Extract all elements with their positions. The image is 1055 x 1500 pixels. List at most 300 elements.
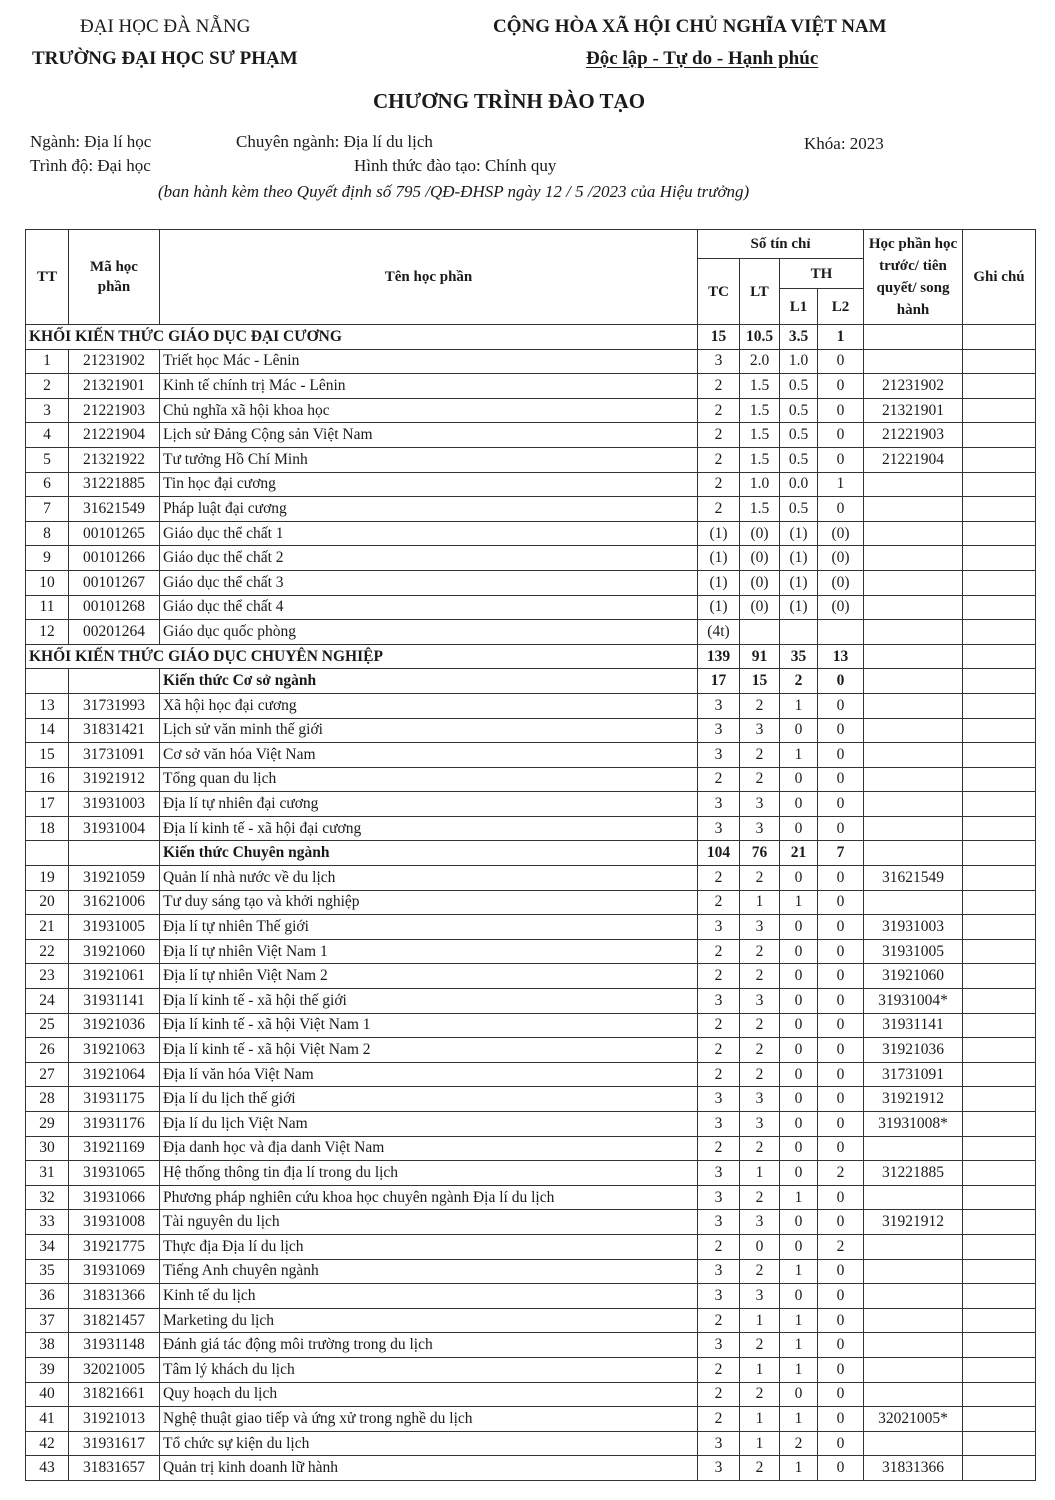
cell-notes <box>963 890 1036 915</box>
cell-tc: 15 <box>698 325 740 350</box>
table-row <box>26 620 1036 645</box>
cell-l2: 0 <box>818 447 864 472</box>
cell-course-name: Hệ thống thông tin địa lí trong du lịch <box>160 1161 698 1186</box>
cell-notes <box>963 1185 1036 1210</box>
cell-ma: 31921775 <box>69 1234 160 1259</box>
cell-lt: 2 <box>740 693 780 718</box>
cell-prerequisite: 21221904 <box>864 447 963 472</box>
cell-prerequisite <box>864 1431 963 1456</box>
cell-course-name: Kinh tế chính trị Mác - Lênin <box>160 374 698 399</box>
cell-ma: 31921063 <box>69 1038 160 1063</box>
cell-tc: 2 <box>698 964 740 989</box>
cell-tt <box>26 669 69 694</box>
cell-l2: 0 <box>818 1308 864 1333</box>
cell-tc: 2 <box>698 1357 740 1382</box>
table-row <box>26 1210 1036 1235</box>
table-row <box>26 816 1036 841</box>
training-mode: Hình thức đào tạo: Chính quy <box>354 156 557 175</box>
table-row <box>26 374 1036 399</box>
cell-tc: 3 <box>698 1210 740 1235</box>
table-row <box>26 1136 1036 1161</box>
section-name: KHỐI KIẾN THỨC GIÁO DỤC ĐẠI CƯƠNG <box>26 325 698 350</box>
cell-l2: 0 <box>818 497 864 522</box>
cell-lt: 2 <box>740 1062 780 1087</box>
cell-notes <box>963 1013 1036 1038</box>
cell-notes <box>963 743 1036 768</box>
cell-tt: 29 <box>26 1112 69 1137</box>
cell-notes <box>963 669 1036 694</box>
cell-prerequisite: 31931141 <box>864 1013 963 1038</box>
cell-l1: 0.5 <box>780 398 818 423</box>
cell-lt: 1.5 <box>740 423 780 448</box>
cell-l2: 0 <box>818 1333 864 1358</box>
cell-l1: 0 <box>780 792 818 817</box>
cell-tc: 104 <box>698 841 740 866</box>
cell-prerequisite <box>864 644 963 669</box>
cell-course-name: Giáo dục thể chất 2 <box>160 546 698 571</box>
cell-tc: 3 <box>698 743 740 768</box>
cell-l2: 0 <box>818 669 864 694</box>
cell-lt: 3 <box>740 989 780 1014</box>
cell-prerequisite <box>864 521 963 546</box>
cell-prerequisite <box>864 792 963 817</box>
cell-lt: 2 <box>740 743 780 768</box>
cell-notes <box>963 1333 1036 1358</box>
cell-prerequisite: 31921036 <box>864 1038 963 1063</box>
cell-notes <box>963 1112 1036 1137</box>
cell-prerequisite <box>864 1234 963 1259</box>
table-row <box>26 1284 1036 1309</box>
cell-ma: 31921013 <box>69 1407 160 1432</box>
cell-ma: 31931617 <box>69 1431 160 1456</box>
cell-tc: 3 <box>698 1284 740 1309</box>
cell-l2: 7 <box>818 841 864 866</box>
cell-tt: 10 <box>26 570 69 595</box>
cell-l1: 0 <box>780 1210 818 1235</box>
cell-l2: 0 <box>818 816 864 841</box>
table-row <box>26 693 1036 718</box>
cell-prerequisite <box>864 816 963 841</box>
cell-l1: (1) <box>780 595 818 620</box>
cell-notes <box>963 915 1036 940</box>
header-prerequisite: Học phần học trước/ tiên quyết/ song hành <box>864 230 963 325</box>
cell-notes <box>963 1210 1036 1235</box>
cell-notes <box>963 816 1036 841</box>
table-row <box>26 1308 1036 1333</box>
curriculum-table <box>25 229 1036 1481</box>
cell-l1: 0 <box>780 816 818 841</box>
cell-lt: 3 <box>740 1087 780 1112</box>
cell-course-name: Địa lí kinh tế - xã hội Việt Nam 1 <box>160 1013 698 1038</box>
cell-l1: 1 <box>780 890 818 915</box>
cell-prerequisite <box>864 497 963 522</box>
cell-tc: 2 <box>698 423 740 448</box>
cell-l1: 0 <box>780 866 818 891</box>
country-name: CỘNG HÒA XÃ HỘI CHỦ NGHĨA VIỆT NAM <box>493 16 887 37</box>
cell-l2: 2 <box>818 1161 864 1186</box>
cell-notes <box>963 1062 1036 1087</box>
cell-notes <box>963 767 1036 792</box>
cell-tc: 3 <box>698 1259 740 1284</box>
cell-ma: 21221904 <box>69 423 160 448</box>
cell-l1: 1.0 <box>780 349 818 374</box>
cell-tt: 41 <box>26 1407 69 1432</box>
cell-tc: 3 <box>698 718 740 743</box>
cell-ma: 21231902 <box>69 349 160 374</box>
cell-lt: 1 <box>740 1431 780 1456</box>
cell-prerequisite: 31931008* <box>864 1112 963 1137</box>
cell-lt: 2 <box>740 1136 780 1161</box>
cell-l1: 0 <box>780 718 818 743</box>
cell-ma: 31921060 <box>69 939 160 964</box>
cell-course-name: Giáo dục thể chất 4 <box>160 595 698 620</box>
cell-lt: 1 <box>740 1357 780 1382</box>
cell-notes <box>963 1038 1036 1063</box>
cell-prerequisite <box>864 718 963 743</box>
cell-notes <box>963 447 1036 472</box>
cell-ma: 00101265 <box>69 521 160 546</box>
cell-prerequisite <box>864 472 963 497</box>
cell-l1: 1 <box>780 693 818 718</box>
cell-notes <box>963 866 1036 891</box>
cell-prerequisite: 31931005 <box>864 939 963 964</box>
cell-notes <box>963 1161 1036 1186</box>
cell-notes <box>963 398 1036 423</box>
cell-lt: 2 <box>740 1456 780 1481</box>
cell-lt: 2 <box>740 1259 780 1284</box>
cell-notes <box>963 472 1036 497</box>
section-row <box>26 325 1036 350</box>
cell-ma: 31931141 <box>69 989 160 1014</box>
table-row <box>26 497 1036 522</box>
cell-ma: 31931176 <box>69 1112 160 1137</box>
cell-course-name: Địa lí kinh tế - xã hội đại cương <box>160 816 698 841</box>
cell-ma: 31931008 <box>69 1210 160 1235</box>
table-row <box>26 1234 1036 1259</box>
cell-notes <box>963 521 1036 546</box>
cell-course-name: Địa lí tự nhiên đại cương <box>160 792 698 817</box>
table-row <box>26 1382 1036 1407</box>
cell-l2: 1 <box>818 325 864 350</box>
cell-tc: 2 <box>698 497 740 522</box>
cell-ma: 31621006 <box>69 890 160 915</box>
cell-lt: 3 <box>740 792 780 817</box>
cell-tt: 35 <box>26 1259 69 1284</box>
table-row <box>26 1013 1036 1038</box>
cell-lt: 2 <box>740 1013 780 1038</box>
cell-l1 <box>780 620 818 645</box>
cell-prerequisite <box>864 620 963 645</box>
cell-l2: 2 <box>818 1234 864 1259</box>
cell-notes <box>963 939 1036 964</box>
cell-notes <box>963 570 1036 595</box>
cell-tt: 13 <box>26 693 69 718</box>
cell-prerequisite <box>864 1333 963 1358</box>
cell-l1: 1 <box>780 1308 818 1333</box>
cell-tt: 28 <box>26 1087 69 1112</box>
table-row <box>26 989 1036 1014</box>
cell-prerequisite <box>864 1185 963 1210</box>
cell-lt: (0) <box>740 521 780 546</box>
cell-notes <box>963 1407 1036 1432</box>
cell-tt: 3 <box>26 398 69 423</box>
cell-l1: 0.5 <box>780 374 818 399</box>
cell-notes <box>963 644 1036 669</box>
cell-course-name: Cơ sở văn hóa Việt Nam <box>160 743 698 768</box>
header-tc: TC <box>698 259 740 325</box>
table-row <box>26 472 1036 497</box>
cell-notes <box>963 374 1036 399</box>
cell-l2: 0 <box>818 939 864 964</box>
cell-ma: 31831657 <box>69 1456 160 1481</box>
cell-tt: 34 <box>26 1234 69 1259</box>
cell-prerequisite <box>864 841 963 866</box>
cell-ma: 00101268 <box>69 595 160 620</box>
cell-tt: 15 <box>26 743 69 768</box>
cell-l1: 2 <box>780 1431 818 1456</box>
cell-tc: 3 <box>698 349 740 374</box>
cell-tt: 40 <box>26 1382 69 1407</box>
cell-l2: 0 <box>818 1407 864 1432</box>
cell-prerequisite <box>864 570 963 595</box>
cell-l2: 0 <box>818 1087 864 1112</box>
table-row <box>26 349 1036 374</box>
cell-course-name: Tâm lý khách du lịch <box>160 1357 698 1382</box>
subsection-name: Kiến thức Chuyên ngành <box>160 841 698 866</box>
cell-tt: 26 <box>26 1038 69 1063</box>
cell-prerequisite <box>864 1382 963 1407</box>
cell-tc: 3 <box>698 1333 740 1358</box>
cell-lt: 76 <box>740 841 780 866</box>
cell-l1: 3.5 <box>780 325 818 350</box>
cell-tc: (1) <box>698 521 740 546</box>
table-row <box>26 1357 1036 1382</box>
cell-lt: 1 <box>740 1161 780 1186</box>
cell-l2: 0 <box>818 767 864 792</box>
cell-ma: 00101266 <box>69 546 160 571</box>
cell-notes <box>963 1382 1036 1407</box>
cell-notes <box>963 1284 1036 1309</box>
cell-ma: 31831421 <box>69 718 160 743</box>
cell-tt: 37 <box>26 1308 69 1333</box>
cell-tt: 24 <box>26 989 69 1014</box>
cell-l2: 13 <box>818 644 864 669</box>
cell-l1: 1 <box>780 1357 818 1382</box>
cell-l2: 0 <box>818 915 864 940</box>
table-row <box>26 767 1036 792</box>
cell-prerequisite: 21231902 <box>864 374 963 399</box>
cell-notes <box>963 718 1036 743</box>
cell-course-name: Kinh tế du lịch <box>160 1284 698 1309</box>
cell-l1: 0 <box>780 1112 818 1137</box>
cell-tt: 33 <box>26 1210 69 1235</box>
cell-course-name: Địa lí tự nhiên Việt Nam 1 <box>160 939 698 964</box>
cell-ma: 32021005 <box>69 1357 160 1382</box>
cell-l2: 0 <box>818 1382 864 1407</box>
table-row <box>26 743 1036 768</box>
cell-lt: 0 <box>740 1234 780 1259</box>
cell-notes <box>963 620 1036 645</box>
cell-lt: 2 <box>740 866 780 891</box>
motto: Độc lập - Tự do - Hạnh phúc <box>586 48 819 69</box>
table-row <box>26 1333 1036 1358</box>
cell-lt: 3 <box>740 1210 780 1235</box>
table-row <box>26 1062 1036 1087</box>
subsection-row <box>26 669 1036 694</box>
faculty-name: TRƯỜNG ĐẠI HỌC SƯ PHẠM <box>32 48 298 69</box>
cell-prerequisite: 32021005* <box>864 1407 963 1432</box>
table-row <box>26 866 1036 891</box>
cell-notes <box>963 1456 1036 1481</box>
cell-course-name: Tiếng Anh chuyên ngành <box>160 1259 698 1284</box>
cell-notes <box>963 423 1036 448</box>
header-lt: LT <box>740 259 780 325</box>
table-row <box>26 718 1036 743</box>
cell-notes <box>963 1136 1036 1161</box>
cell-tt <box>26 841 69 866</box>
cell-tc: 2 <box>698 939 740 964</box>
cell-l2: (0) <box>818 595 864 620</box>
cell-l2: 1 <box>818 472 864 497</box>
cell-tt: 12 <box>26 620 69 645</box>
cell-lt: 2 <box>740 1333 780 1358</box>
cell-tc: 3 <box>698 1185 740 1210</box>
cell-course-name: Thực địa Địa lí du lịch <box>160 1234 698 1259</box>
cell-notes <box>963 1087 1036 1112</box>
cell-l1: 1 <box>780 1185 818 1210</box>
cell-l1: 35 <box>780 644 818 669</box>
cell-prerequisite <box>864 546 963 571</box>
cell-course-name: Marketing du lịch <box>160 1308 698 1333</box>
cell-l1: 0 <box>780 989 818 1014</box>
cell-l2: 0 <box>818 1038 864 1063</box>
cell-prerequisite <box>864 693 963 718</box>
cell-l2: 0 <box>818 398 864 423</box>
cell-l1: 0.0 <box>780 472 818 497</box>
cell-course-name: Phương pháp nghiên cứu khoa học chuyên ngành Địa lí du lịch <box>160 1185 698 1210</box>
cell-course-name: Triết học Mác - Lênin <box>160 349 698 374</box>
cell-l2 <box>818 620 864 645</box>
cell-tc: 3 <box>698 1161 740 1186</box>
cell-tc: 3 <box>698 915 740 940</box>
cell-prerequisite: 31931004* <box>864 989 963 1014</box>
cell-prerequisite <box>864 1136 963 1161</box>
cell-tt: 19 <box>26 866 69 891</box>
cell-tc: (1) <box>698 546 740 571</box>
cell-l2: 0 <box>818 1284 864 1309</box>
cell-prerequisite <box>864 669 963 694</box>
cell-course-name: Tài nguyên du lịch <box>160 1210 698 1235</box>
cell-course-name: Tin học đại cương <box>160 472 698 497</box>
cell-l1: 0 <box>780 1136 818 1161</box>
cell-ma: 31921061 <box>69 964 160 989</box>
cell-tt: 23 <box>26 964 69 989</box>
cell-l1: 0.5 <box>780 497 818 522</box>
cell-tc: 2 <box>698 1234 740 1259</box>
cell-ma: 31931005 <box>69 915 160 940</box>
cell-l1: 2 <box>780 669 818 694</box>
cell-prerequisite <box>864 890 963 915</box>
cell-prerequisite: 31921912 <box>864 1087 963 1112</box>
cohort: Khóa: 2023 <box>804 134 884 153</box>
cell-lt: 2.0 <box>740 349 780 374</box>
cell-tc: 2 <box>698 866 740 891</box>
cell-l1: (1) <box>780 570 818 595</box>
cell-tc: 2 <box>698 472 740 497</box>
header-th: TH <box>780 259 864 289</box>
cell-l2: 0 <box>818 1210 864 1235</box>
cell-course-name: Đánh giá tác động môi trường trong du lịch <box>160 1333 698 1358</box>
cell-prerequisite <box>864 1357 963 1382</box>
cell-l2: 0 <box>818 743 864 768</box>
cell-l1: 0 <box>780 1284 818 1309</box>
cell-lt: 2 <box>740 1185 780 1210</box>
cell-tt: 42 <box>26 1431 69 1456</box>
cell-tt: 16 <box>26 767 69 792</box>
cell-course-name: Giáo dục thể chất 3 <box>160 570 698 595</box>
table-row <box>26 423 1036 448</box>
cell-tc: 17 <box>698 669 740 694</box>
cell-tt: 25 <box>26 1013 69 1038</box>
cell-notes <box>963 1431 1036 1456</box>
table-row <box>26 964 1036 989</box>
cell-course-name: Xã hội học đại cương <box>160 693 698 718</box>
cell-course-name: Chủ nghĩa xã hội khoa học <box>160 398 698 423</box>
cell-l2: 0 <box>818 792 864 817</box>
cell-tt: 7 <box>26 497 69 522</box>
cell-l2: 0 <box>818 964 864 989</box>
cell-tt: 9 <box>26 546 69 571</box>
cell-notes <box>963 497 1036 522</box>
cell-l1: 1 <box>780 1259 818 1284</box>
section-row <box>26 644 1036 669</box>
cell-lt: 3 <box>740 718 780 743</box>
table-row <box>26 915 1036 940</box>
cell-l1: 0 <box>780 767 818 792</box>
cell-prerequisite: 31831366 <box>864 1456 963 1481</box>
cell-prerequisite: 31921912 <box>864 1210 963 1235</box>
cell-tc: 2 <box>698 890 740 915</box>
cell-course-name: Quy hoạch du lịch <box>160 1382 698 1407</box>
cell-tt: 27 <box>26 1062 69 1087</box>
cell-tc: 2 <box>698 1038 740 1063</box>
cell-tt: 43 <box>26 1456 69 1481</box>
header-l1: L1 <box>780 289 818 325</box>
cell-ma: 31921064 <box>69 1062 160 1087</box>
cell-ma: 31821661 <box>69 1382 160 1407</box>
table-row <box>26 570 1036 595</box>
cell-ma: 31621549 <box>69 497 160 522</box>
cell-notes <box>963 1259 1036 1284</box>
header-notes: Ghi chú <box>963 230 1036 325</box>
cell-notes <box>963 325 1036 350</box>
cell-l1: 21 <box>780 841 818 866</box>
cell-course-name: Địa lí tự nhiên Việt Nam 2 <box>160 964 698 989</box>
cell-notes <box>963 1234 1036 1259</box>
cell-l1: 0 <box>780 915 818 940</box>
subsection-name: Kiến thức Cơ sở ngành <box>160 669 698 694</box>
cell-ma: 31921169 <box>69 1136 160 1161</box>
cell-l1: 0.5 <box>780 447 818 472</box>
cell-lt: 2 <box>740 1382 780 1407</box>
cell-tc: 2 <box>698 374 740 399</box>
cell-course-name: Pháp luật đại cương <box>160 497 698 522</box>
table-row <box>26 1407 1036 1432</box>
cell-lt: 91 <box>740 644 780 669</box>
cell-course-name: Địa lí du lịch Việt Nam <box>160 1112 698 1137</box>
cell-lt <box>740 620 780 645</box>
cell-l1: 1 <box>780 1407 818 1432</box>
